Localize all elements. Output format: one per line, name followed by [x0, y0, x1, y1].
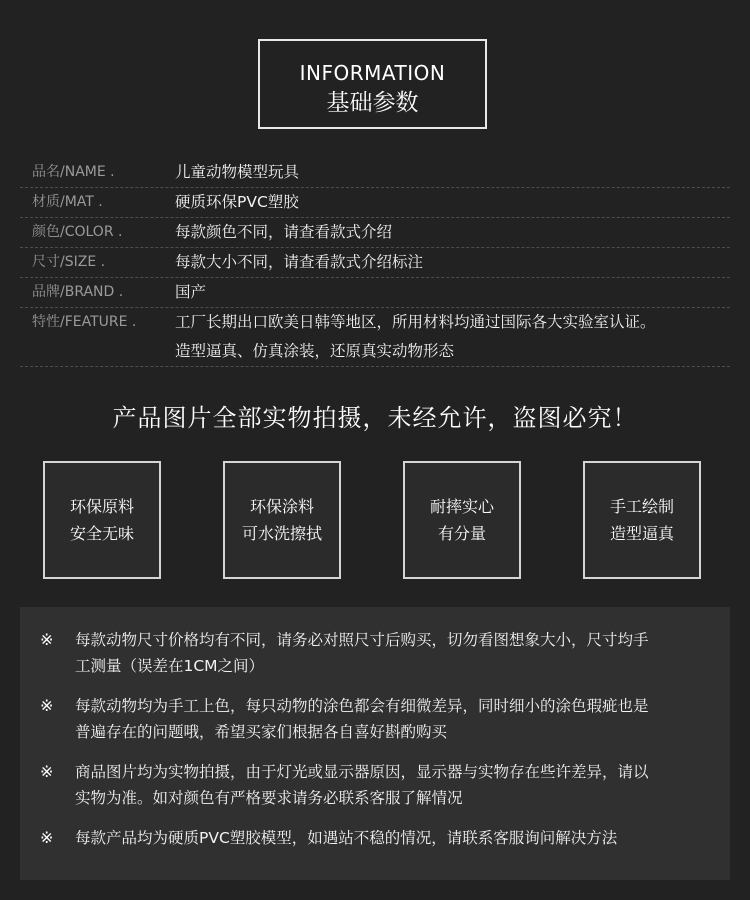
note-line: 每款产品均为硬质PVC塑胶模型，如遇站不稳的情况，请联系客服询问解决方法	[75, 829, 618, 847]
spec-label: 尺寸/SIZE .	[32, 254, 106, 270]
note-line: 每款动物均为手工上色，每只动物的涂色都会有细微差异，同时细小的涂色瑕疵也是	[75, 697, 649, 715]
spec-value-line: 造型逼真、仿真涂装，还原真实动物形态	[175, 342, 455, 360]
note-text	[75, 825, 730, 851]
note-line: 普遍存在的问题哦，希望买家们根据各自喜好斟酌购买	[75, 723, 448, 741]
spec-row-feature	[20, 308, 730, 367]
feature-line: 环保涂料	[249, 497, 314, 516]
spec-row-brand	[20, 278, 730, 308]
feature-box-handmade	[583, 461, 701, 579]
feature-line: 环保原料	[69, 497, 134, 516]
note-text	[75, 759, 730, 811]
spec-value	[175, 192, 730, 213]
reference-mark-icon: ※	[40, 696, 54, 715]
title-box	[258, 39, 487, 129]
note-item	[20, 627, 730, 679]
spec-label: 材质/MAT .	[32, 194, 103, 210]
feature-boxes	[43, 461, 703, 581]
spec-label: 品牌/BRAND .	[32, 284, 124, 300]
note-line: 实物为准。如对颜色有严格要求请务必联系客服了解情况	[75, 789, 463, 807]
spec-row-name	[20, 158, 730, 188]
spec-label: 品名/NAME .	[32, 164, 115, 180]
note-line: 商品图片均为实物拍摄，由于灯光或显示器原因，显示器与实物存在些许差异，请以	[75, 763, 649, 781]
spec-value	[175, 282, 730, 303]
spec-value-line: 每款颜色不同，请查看款式介绍	[175, 223, 393, 241]
spec-value	[175, 162, 730, 183]
spec-value	[175, 252, 730, 273]
note-text	[75, 693, 730, 745]
note-line: 每款动物尺寸价格均有不同，请务必对照尺寸后购买，切勿看图想象大小，尺寸均手	[75, 631, 649, 649]
note-line: 工测量（误差在1CM之间）	[75, 657, 265, 675]
spec-value	[175, 222, 730, 243]
spec-table	[20, 158, 730, 367]
notes-panel	[20, 607, 730, 880]
spec-value-line: 硬质环保PVC塑胶	[175, 193, 299, 211]
note-item	[20, 693, 730, 745]
spec-label: 颜色/COLOR .	[32, 224, 123, 240]
feature-line: 手工绘制	[609, 497, 674, 516]
feature-line: 造型逼真	[609, 524, 674, 543]
feature-line: 有分量	[437, 524, 486, 543]
copyright-statement: 产品图片全部实物拍摄，未经允许，盗图必究！	[112, 404, 638, 432]
spec-value-line: 每款大小不同，请查看款式介绍标注	[175, 253, 424, 271]
feature-box-solid	[403, 461, 521, 579]
spec-row-size	[20, 248, 730, 278]
reference-mark-icon: ※	[40, 762, 54, 781]
feature-line: 可水洗擦拭	[241, 524, 322, 543]
reference-mark-icon: ※	[40, 630, 54, 649]
feature-line: 安全无味	[69, 524, 134, 543]
feature-line: 耐摔实心	[429, 497, 494, 516]
spec-row-material	[20, 188, 730, 218]
note-item	[20, 825, 730, 851]
title-english: INFORMATION	[299, 61, 446, 85]
feature-box-eco-material	[43, 461, 161, 579]
note-text	[75, 627, 730, 679]
spec-value-line: 国产	[175, 283, 207, 301]
spec-value	[175, 312, 730, 362]
note-item	[20, 759, 730, 811]
spec-row-color	[20, 218, 730, 248]
reference-mark-icon: ※	[40, 828, 54, 847]
title-chinese: 基础参数	[326, 90, 419, 116]
spec-label: 特性/FEATURE .	[32, 314, 137, 330]
feature-box-eco-paint	[223, 461, 341, 579]
spec-value-line: 工厂长期出口欧美日韩等地区，所用材料均通过国际各大实验室认证。	[175, 313, 656, 331]
spec-value-line: 儿童动物模型玩具	[175, 163, 300, 181]
